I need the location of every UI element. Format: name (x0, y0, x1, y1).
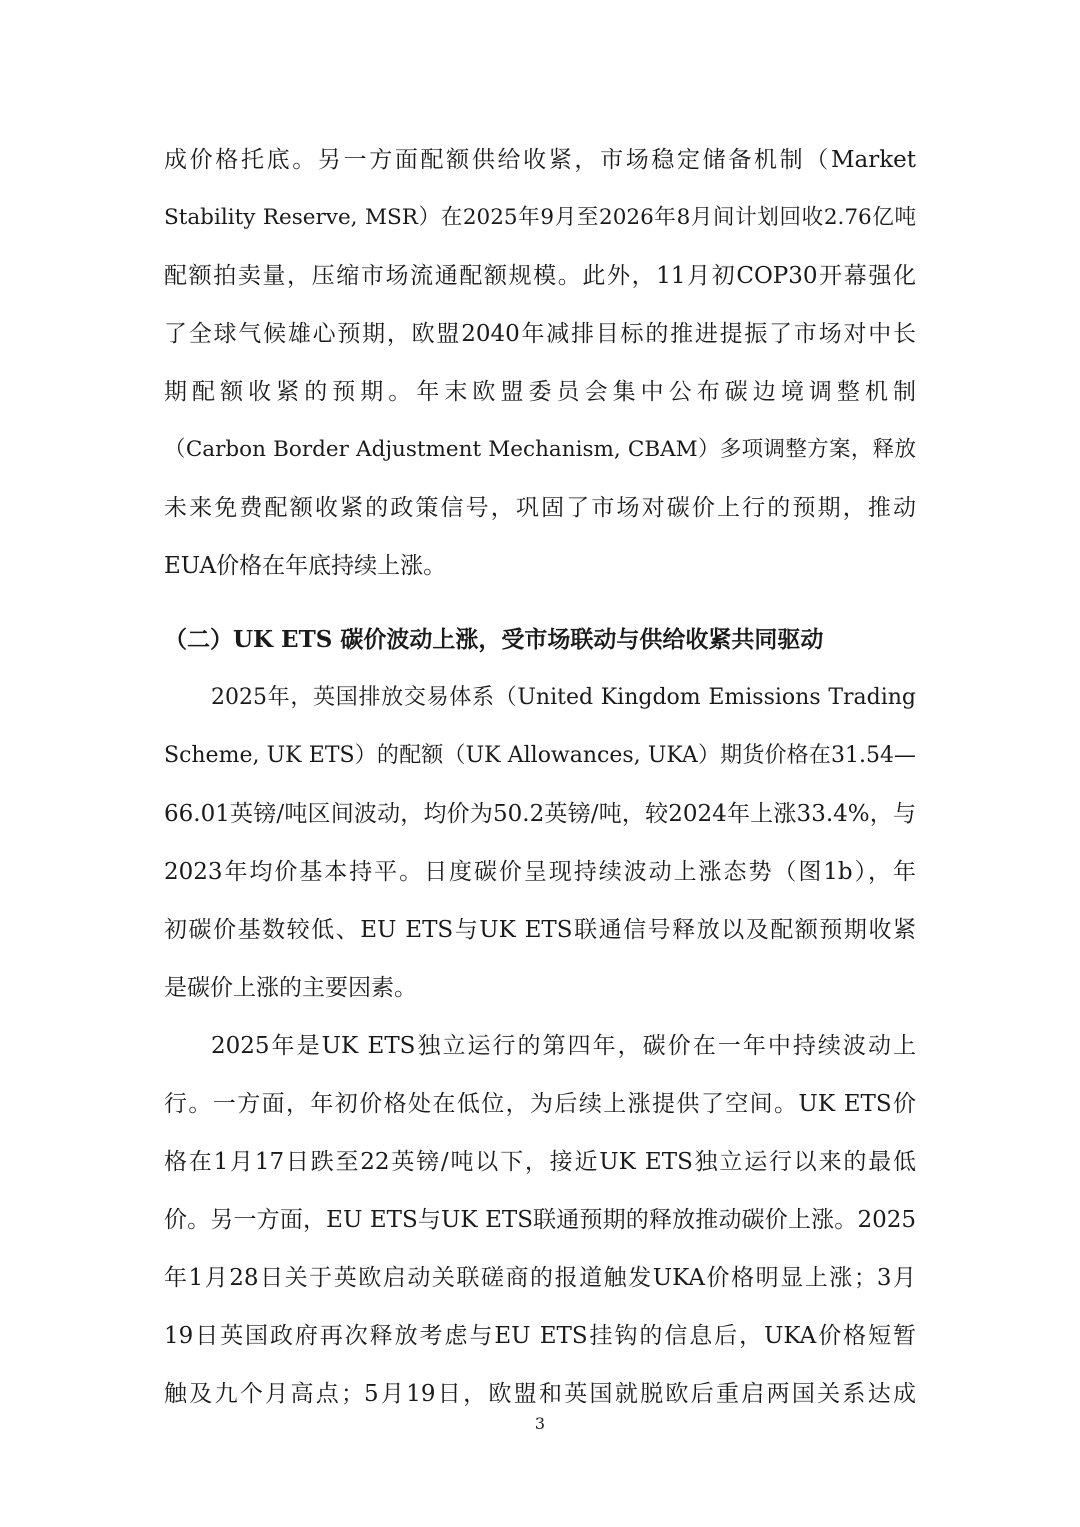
paragraph-line: 配额拍卖量，压缩市场流通配额规模。此外，11月初COP30开幕强化 (164, 263, 916, 289)
paragraph-line: 价。另一方面，EU ETS与UK ETS联通预期的释放推动碳价上涨。2025 (164, 1207, 916, 1233)
paragraph-line: Scheme, UK ETS）的配额（UK Allowances, UKA）期货价格在31.54— (164, 743, 916, 768)
paragraph-line: 2025年，英国排放交易体系（United Kingdom Emissions Trading (211, 685, 916, 710)
paragraph-line: 66.01英镑/吨区间波动，均价为50.2英镑/吨，较2024年上涨33.4%，与 (164, 801, 916, 827)
paragraph-line: Stability Reserve, MSR）在2025年9月至2026年8月间计划回收2.76亿吨 (164, 205, 916, 230)
section-heading: （二）UK ETS 碳价波动上涨，受市场联动与供给收紧共同驱动 (164, 626, 824, 653)
paragraph-line: 2023年均价基本持平。日度碳价呈现持续波动上涨态势（图1b），年 (164, 859, 916, 885)
paragraph-line: 成价格托底。另一方面配额供给收紧，市场稳定储备机制（Market (164, 147, 916, 173)
paragraph-line: 了全球气候雄心预期，欧盟2040年减排目标的推进提振了市场对中长 (164, 321, 916, 347)
paragraph-line: 初碳价基数较低、EU ETS与UK ETS联通信号释放以及配额预期收紧 (164, 917, 916, 943)
paragraph-line: 年1月28日关于英欧启动关联磋商的报道触发UKA价格明显上涨；3月 (164, 1265, 916, 1291)
page-number: 3 (534, 1414, 546, 1433)
paragraph-line: 触及九个月高点；5月19日，欧盟和英国就脱欧后重启两国关系达成 (164, 1381, 916, 1407)
paragraph-line: 是碳价上涨的主要因素。 (164, 975, 417, 1001)
paragraph-line: EUA价格在年底持续上涨。 (164, 553, 447, 579)
paragraph-line: （Carbon Border Adjustment Mechanism, CBAM）多项调整方案，释放 (164, 437, 916, 462)
paragraph-line: 行。一方面，年初价格处在低位，为后续上涨提供了空间。UK ETS价 (164, 1091, 916, 1117)
paragraph-line: 19日英国政府再次释放考虑与EU ETS挂钩的信息后，UKA价格短暂 (164, 1323, 916, 1349)
paragraph-line: 期配额收紧的预期。年末欧盟委员会集中公布碳边境调整机制 (164, 379, 916, 405)
paragraph-line: 未来免费配额收紧的政策信号，巩固了市场对碳价上行的预期，推动 (164, 495, 916, 521)
paragraph-line: 格在1月17日跌至22英镑/吨以下，接近UK ETS独立运行以来的最低 (164, 1149, 916, 1175)
paragraph-line: 2025年是UK ETS独立运行的第四年，碳价在一年中持续波动上 (211, 1033, 916, 1059)
